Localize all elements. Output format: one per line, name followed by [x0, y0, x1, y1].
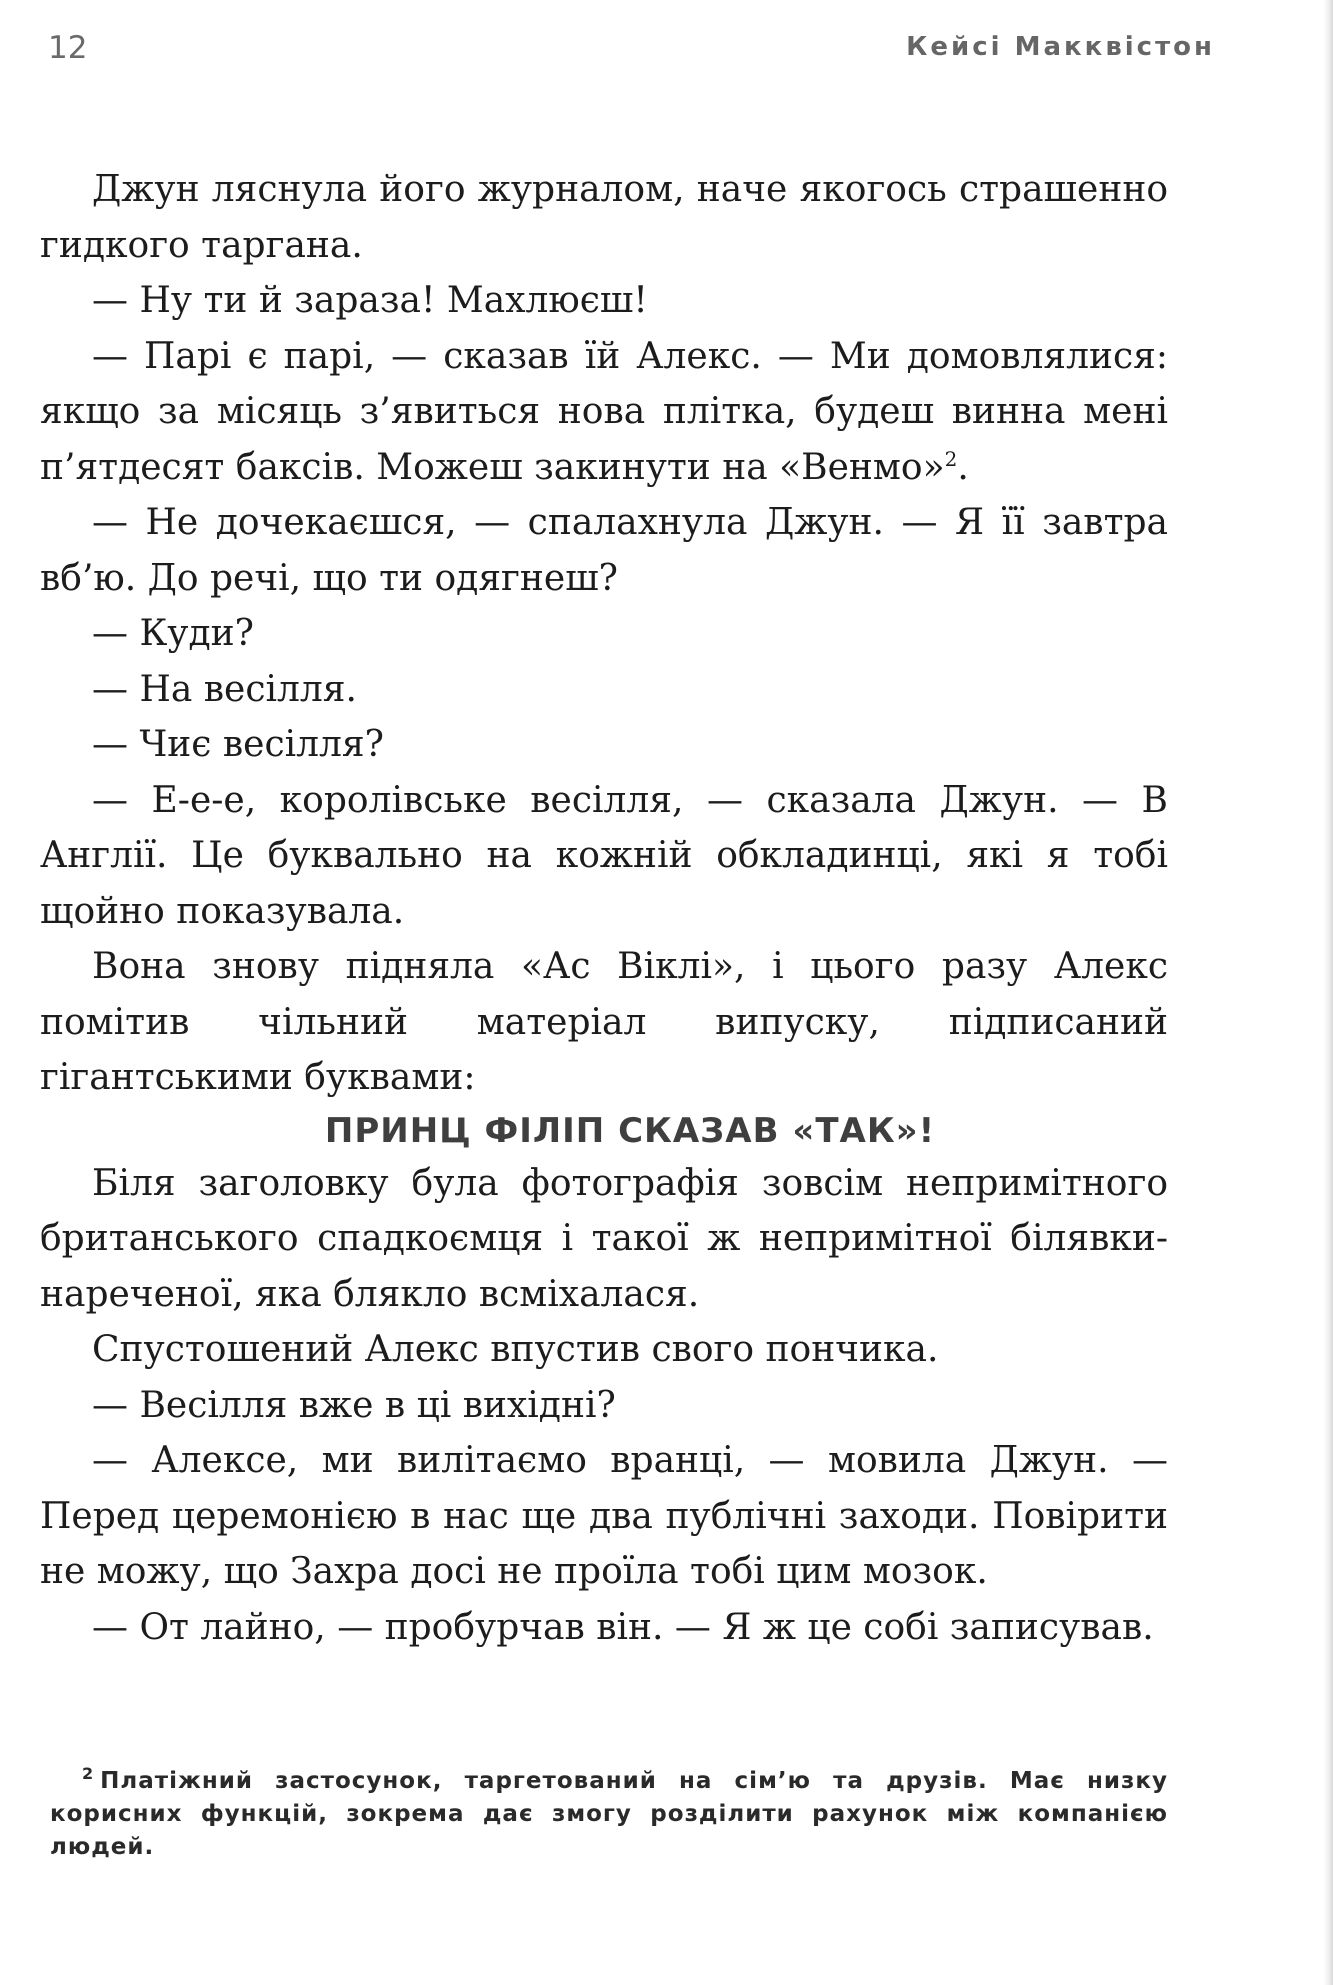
paragraph: Біля заголовку була фотографія зовсім непримітного британського спадкоємця і такої ж непримітної білявки-нареченої, яка блякло всміхалася. — [40, 1162, 1168, 1315]
running-head — [48, 26, 1215, 70]
paragraph — [40, 329, 1168, 496]
page-edge-shadow — [1323, 0, 1333, 1985]
paragraph: Вона знову підняла «Ас Віклі», і цього разу Алекс помітив чільний матеріал випуску, підписаний гігантськими буквами: — [40, 946, 1168, 1098]
running-title: Кейсі Макквістон — [906, 32, 1215, 62]
paragraph-end: . — [957, 446, 969, 488]
paragraph: Спустошений Алекс впустив свого пончика. — [92, 1329, 939, 1370]
paragraph: — Весілля вже в ці вихідні? — [92, 1384, 616, 1426]
magazine-headline: ПРИНЦ ФІЛІП СКАЗАВ «ТАК»! — [324, 1110, 936, 1151]
main-text — [40, 162, 1168, 1655]
footnote-number: 2 — [82, 1764, 95, 1784]
paragraph: — Ну ти й зараза! Махлюєш! — [92, 280, 648, 321]
paragraph: Джун ляснула його журналом, наче якогось страшенно гидкого таргана. — [40, 169, 1168, 266]
paragraph: — На весілля. — [92, 668, 357, 710]
paragraph: — Алексе, ми вилітаємо вранці, — мовила Джун. — Перед церемонією в нас ще два публічні заходи. Повірити не можу, що Захра досі не проїла тобі цим мозок. — [40, 1440, 1168, 1592]
paragraph: — Не дочекаєшся, — спалахнула Джун. — Я її завтра вб’ю. До речі, що ти одягнеш? — [40, 502, 1168, 599]
paragraph: — От лайно, — пробурчав він. — Я ж це собі записував. — [92, 1606, 1154, 1648]
paragraph: — Куди? — [92, 613, 254, 654]
paragraph: — Е-е-е, королівське весілля, — сказала Джун. — В Англії. Це буквально на кожній обкладинці, які я тобі щойно показувала. — [40, 779, 1168, 932]
page-number: 12 — [48, 30, 88, 66]
paragraph: — Чиє весілля? — [92, 724, 384, 765]
footnote-text: Платіжний застосунок, таргетований на сім’ю та друзів. Має низку корисних функцій, зокрема дає змогу розділити рахунок між компанією людей. — [50, 1768, 1168, 1860]
footnote — [50, 1765, 1168, 1864]
footnote-reference: 2 — [944, 446, 958, 471]
paragraph-text: — Парі є парі, — сказав їй Алекс. — Ми домовлялися: якщо за місяць з’явиться нова плітка, будеш винна мені п’ятдесят баксів. Можеш закинути на «Венмо» — [40, 335, 1168, 488]
